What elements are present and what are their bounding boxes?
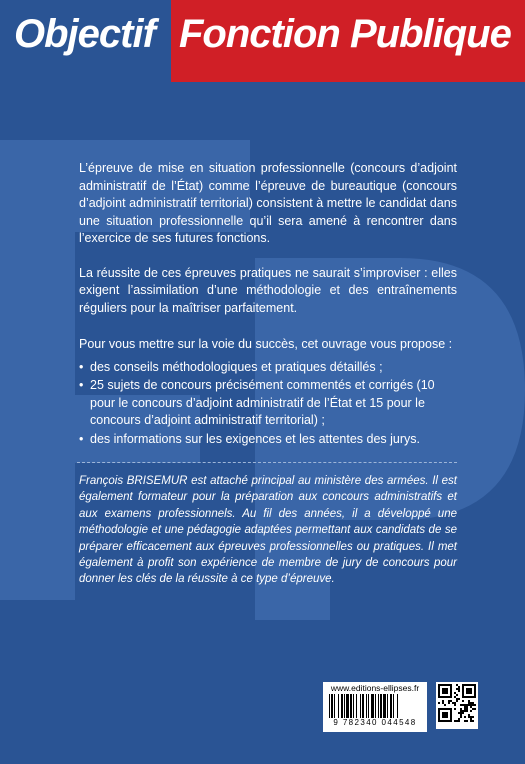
practice-paragraph: La réussite de ces épreuves pratiques ne saurait s’improviser : elles exigent l’assimilation d’une méthodologie et des entraînements réguliers pour la maîtriser parfaitement.	[79, 265, 457, 315]
list-item: • 25 sujets de concours précisément commentés et corrigés (10 pour le concours d’adjoint administratif de l’État et 15 pour le concours d’adjoint administratif territorial) ;	[79, 378, 435, 427]
barcode-panel	[323, 682, 427, 732]
series-title-objectif: Objectif	[14, 12, 155, 56]
isbn-number: 9 782340 044548	[333, 718, 417, 727]
bullet-icon: •	[79, 359, 84, 374]
publisher-website: www.editions-ellipses.fr	[330, 683, 420, 693]
intro-paragraph: L’épreuve de mise en situation professionnelle (concours d’adjoint administratif de l’État) comme l’épreuve de bureautique (concours d’adjoint administratif territorial) consistent à mettre le candidat dans une situation professionnelle qu’il sera amené à rencontrer dans l’exercice de ses futures fonctions.	[79, 161, 457, 245]
back-cover-text	[79, 160, 457, 588]
list-item: • des conseils méthodologiques et pratiques détaillés ;	[79, 359, 457, 377]
list-item: • des informations sur les exigences et les attentes des jurys.	[79, 431, 457, 449]
features-list	[79, 359, 457, 449]
author-bio: François BRISEMUR est attaché principal au ministère des armées. Il est également formateur pour la préparation aux concours administratifs et aux examens professionnels. Au fil des années, il a développé une méthodologie et une pédagogie adaptées permettant aux candidats de se préparer efficacement aux épreuves professionnelles ou pratiques. Il met également à profit son expérience de membre de jury de concours pour donner les clés de la réussite à ce type d’épreuve.	[79, 475, 457, 586]
barcode-icon	[327, 694, 423, 718]
bullet-icon: •	[79, 378, 84, 392]
section-divider	[77, 462, 457, 463]
qr-code-icon	[436, 682, 478, 729]
qr-code-panel	[436, 682, 478, 729]
lead-paragraph: Pour vous mettre sur la voie du succès, cet ouvrage vous propose :	[79, 337, 453, 351]
bullet-icon: •	[79, 431, 84, 446]
series-title-fonction-publique: Fonction Publique	[179, 12, 511, 56]
